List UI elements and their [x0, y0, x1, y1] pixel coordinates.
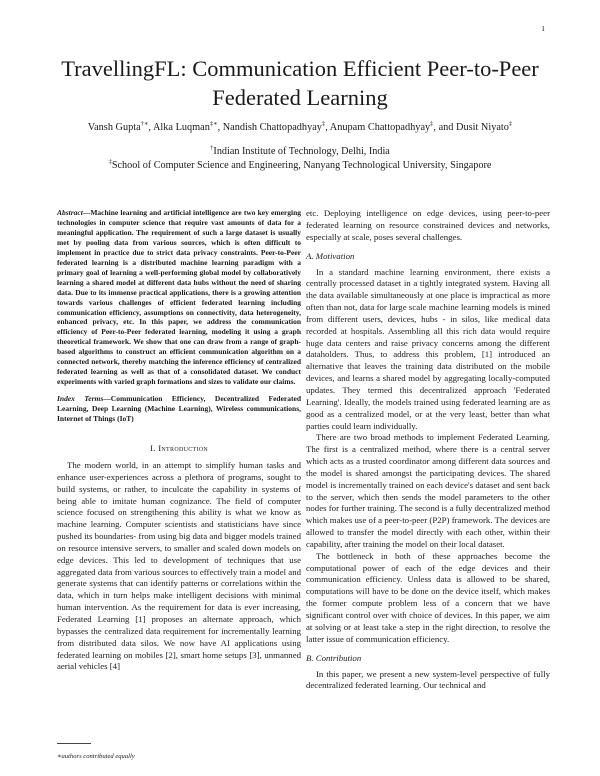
right-column	[306, 208, 550, 692]
index-terms-text: —Communication Efficiency, Decentralized Federated Learning, Deep Learning (Machine Learning), Wireless communications, Internet of Things (IoT)	[57, 394, 301, 424]
author-mark: ‡	[430, 120, 434, 128]
contribution-paragraph: In this paper, we present a new system-level perspective of fully decentralized federated learning. Our technical and	[306, 668, 550, 691]
affiliation-mark: †	[210, 144, 214, 152]
author-name: Anupam Chattopadhyay	[329, 122, 431, 133]
section-title-text: Introduction	[158, 443, 209, 454]
index-terms	[57, 394, 301, 424]
footnote: ∗authors contributed equally	[57, 753, 135, 760]
section-heading-introduction	[57, 443, 301, 453]
author-mark: ‡	[508, 120, 513, 128]
abstract-label: Abstract	[57, 208, 83, 217]
author-name: Alka Luqman	[152, 122, 210, 133]
paper-title: TravellingFL: Communication Efficient Peer-to-Peer Federated Learning	[61, 56, 539, 110]
author-list: Vansh Gupta†∗, Alka Luqman‡∗, Nandish Chattopadhyay‡, Anupam Chattopadhyay‡, and Dusit Niyato‡	[87, 120, 513, 133]
left-column	[57, 208, 301, 673]
motivation-paragraph: The bottleneck in both of these approaches become the computational power of each of the edge devices and their communication efficiency. Unless data is allowed to be shared, computations will have to be done on the device itself, which makes the former compute problem less of a concern that we have significant control over with choice of devices. In this paper, we aim at solving or at least take a step in the right direction, to resolve the latter issue of communication efficiency.	[306, 550, 550, 644]
abstract-text: —Machine learning and artificial intelligence are two key emerging technologies in computer science that require vast amounts of data for a meaningful application. The requirement of such a large dataset is usually met by pooling data from various sources, which is often difficult to implement in practice due to strict data privacy constraints. Peer-to-Peer federated learning is a distributed machine learning paradigm with a primary goal of learning a well-performing global model by collaboratively learning a shared model at different data hubs without the need of sharing data. Due to its immense practical applications, there is a growing attention towards various challenges of efficient federated learning including communication efficiency, assumptions on connectivity, data heterogeneity, enhanced privacy, etc. In this paper, we address the communication efficiency of Peer-to-Peer federated learning, modeling it using a graph theoretical framework. We show that one can draw from a range of graph-based algorithms to construct an efficient communication algorithm on a connected network, thereby matching the inference efficiency of centralized federated learning as well as that of a consolidated dataset. We conduct experiments with varied graph formations and sizes to validate our claims.	[57, 208, 301, 387]
motivation-paragraph: In a standard machine learning environment, there exists a centrally processed dataset in a tightly integrated system. Having all the data available simultaneously at one place is impractical as more often than not, data for large scale machine learning models is mined from different users, devices, hubs - in silos, like medical data recorded at hospitals. Assembling all this rich data would require huge data centers and raise privacy concerns among the different dataholders. Thus, to address this problem, [1] introduced an alternative that leaves the training data distributed on the mobile devices, and learns a shared model by aggregating locally-computed updates. They termed this decentralized approach 'Federated Learning'. Ideally, the models trained using federated learning are as good as a centralized model, or at the very least, better than what parties could learn individually.	[306, 266, 550, 431]
index-terms-label: Index Terms	[57, 394, 104, 404]
author-name: Dusit Niyato	[456, 122, 509, 133]
affiliation	[40, 160, 560, 171]
section-numeral: I.	[149, 443, 156, 454]
abstract	[57, 208, 301, 387]
affiliation-text: Indian Institute of Technology, Delhi, India	[213, 146, 390, 157]
footnote-rule	[57, 743, 91, 744]
affiliation	[40, 146, 560, 157]
author-mark: †∗	[140, 120, 149, 128]
intro-paragraph: The modern world, in an attempt to simplify human tasks and enhance user-experiences across a plethora of programs, sought to build systems, or rather, to inculcate the capability in systems of being able to imitate human cognizance. The field of computer science focused on strengthening this ability is what we know as machine learning. Computer scientists and statisticians have since pushed its boundaries- from using big data and bigger models trained on resource intensive servers, to smaller and scaled down models on edge devices. This led to development of techniques that use aggregated data from various sources to effectively train a model and generate systems that can identify patterns or correlations within the data, which in turn helps make intelligent decisions with minimal human intervention. As the requirement for data is ever increasing, Federated Learning [1] proposes an alternate approach, which bypasses the centralized data requirement for incrementally learning from distributed data silos. We now have AI applications using federated learning on mobiles [2], smart home setups [3], unmanned aerial vehicles [4]	[57, 460, 301, 672]
author-mark: ‡∗	[209, 120, 218, 128]
affiliation-text: School of Computer Science and Engineering, Nanyang Technological University, Singapore	[111, 160, 492, 171]
subsection-heading-motivation: A. Motivation	[306, 250, 355, 261]
intro-continuation: etc. Deploying intelligence on edge devices, using peer-to-peer federated learning on resource constrained devices and networks, especially at scale, poses several challenges.	[306, 208, 550, 242]
motivation-paragraph: There are two broad methods to implement Federated Learning. The first is a centralized method, where there is a central server which acts as a trusted coordinator among different data sources and the model is shared amongst the participating devices. The shared model is incrementally trained on each device's dataset and sent back to the server, which then sends the model parameters to the other nodes for further training. The second is a fully decentralized method which makes use of a peer-to-peer (P2P) framework. The devices are allowed to transfer the model directly with each other, within their capability, after training the model on their local dataset.	[306, 432, 550, 549]
subsection-heading-contribution: B. Contribution	[306, 652, 362, 663]
author-mark: ‡	[321, 120, 326, 128]
author-name: Nandish Chattopadhyay	[222, 122, 322, 133]
affiliation-mark: ‡	[108, 158, 112, 166]
author-name: Vansh Gupta	[87, 122, 141, 133]
page-number: 1	[541, 24, 545, 33]
